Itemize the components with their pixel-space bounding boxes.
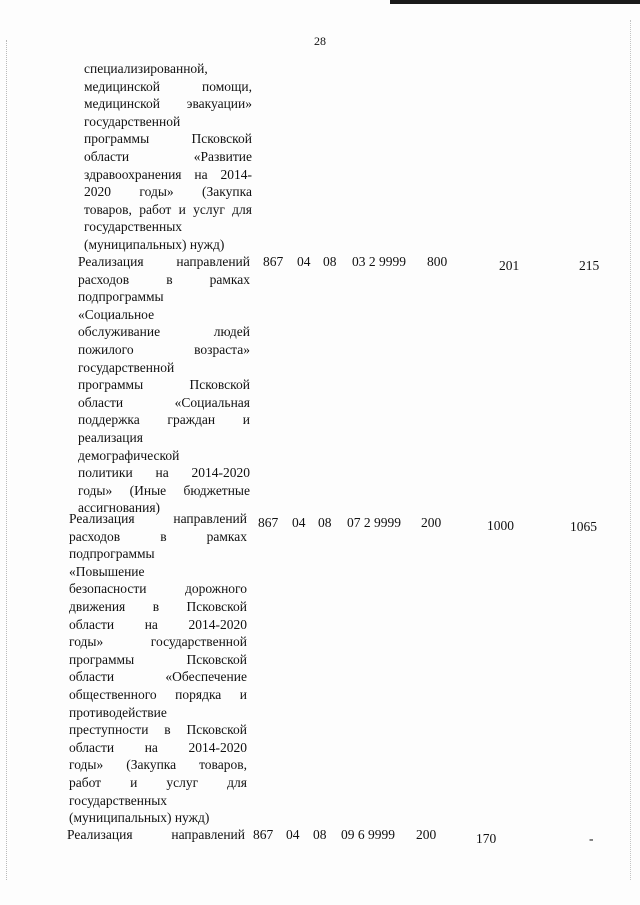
row-1-section: 04 [297,254,311,269]
row-3-ministry: 867 [253,827,274,842]
row-3-expense-type: 200 [416,827,437,842]
description-line: преступности в Псковской [69,722,247,738]
description-line: годы» государственной [69,634,247,650]
description-line: здравоохранения на 2014- [84,166,252,182]
description-line: политики на 2014-2020 [78,465,250,481]
row-1-description [78,253,250,517]
description-line: противодействие [69,704,167,720]
description-line: государственных [84,219,183,235]
scan-edge-right [630,20,632,880]
description-line: расходов в рамках [78,271,250,287]
description-line: государственной [78,359,175,375]
description-line: поддержка граждан и [78,412,250,428]
description-line: «Социальное [78,306,155,322]
row-2-subsection: 08 [318,515,332,530]
description-line: области «Развитие [84,148,252,164]
description-line: реализация [78,429,143,445]
description-line: пожилого возраста» [78,341,250,357]
description-line: товаров, работ и услуг для [84,201,252,217]
description-line: государственной [84,113,181,129]
description-line: работ и услуг для [69,774,247,790]
description-line: годы» (Закупка товаров, [69,757,247,773]
description-line: подпрограммы [78,289,164,305]
row-2-description [69,510,247,827]
row-2-amount-1: 1000 [487,518,514,533]
row-1-ministry: 867 [263,254,284,269]
description-line: государственных [69,792,168,808]
row-3-subsection: 08 [313,827,327,842]
description-line: демографической [78,447,180,463]
description-line: программы Псковской [84,131,252,147]
description-line: программы Псковской [78,377,250,393]
description-line: области «Обеспечение [69,669,247,685]
description-line: области на 2014-2020 [69,616,247,632]
row-1-amount-2: 215 [579,258,600,273]
row-2-expense-type: 200 [421,515,442,530]
scan-edge-left [6,40,8,880]
row-3-section: 04 [286,827,300,842]
description-line: безопасности дорожного [69,581,247,597]
row-1-amount-1: 201 [499,258,520,273]
row-3-amount-2: - [589,831,594,846]
description-line: общественного порядка и [69,686,247,702]
row-1-target-article: 03 2 9999 [352,254,406,269]
description-line: медицинской помощи, [84,78,252,94]
description-line: области «Социальная [78,394,250,410]
row-0-description [84,60,252,254]
description-line: 2020 годы» (Закупка [84,184,252,200]
description-line: Реализация направлений [69,511,247,526]
description-line: движения в Псковской [69,598,247,614]
row-2-amount-2: 1065 [570,519,597,534]
description-line: Реализация направлений [78,254,250,269]
row-1-expense-type: 800 [427,254,448,269]
description-line: медицинской эвакуации» [84,96,252,112]
description-line: (муниципальных) нужд) [69,810,210,826]
description-line: расходов в рамках [69,528,247,544]
description-line: ассигнования) [78,500,161,516]
row-1-subsection: 08 [323,254,337,269]
description-line: специализированной, [84,61,208,76]
row-2-target-article: 07 2 9999 [347,515,401,530]
description-line: обслуживание людей [78,324,250,340]
description-line: области на 2014-2020 [69,739,247,755]
row-3-amount-1: 170 [476,831,497,846]
page-number: 28 [314,34,326,48]
description-line: годы» (Иные бюджетные [78,482,250,498]
row-3-description [67,826,245,844]
description-line: Реализация направлений [67,827,245,842]
row-3-target-article: 09 6 9999 [341,827,395,842]
row-2-section: 04 [292,515,306,530]
row-2-ministry: 867 [258,515,279,530]
description-line: «Повышение [69,563,145,579]
description-line: подпрограммы [69,546,155,562]
description-line: (муниципальных) нужд) [84,236,225,252]
scan-artifact-bar [390,0,640,4]
description-line: программы Псковской [69,651,247,667]
